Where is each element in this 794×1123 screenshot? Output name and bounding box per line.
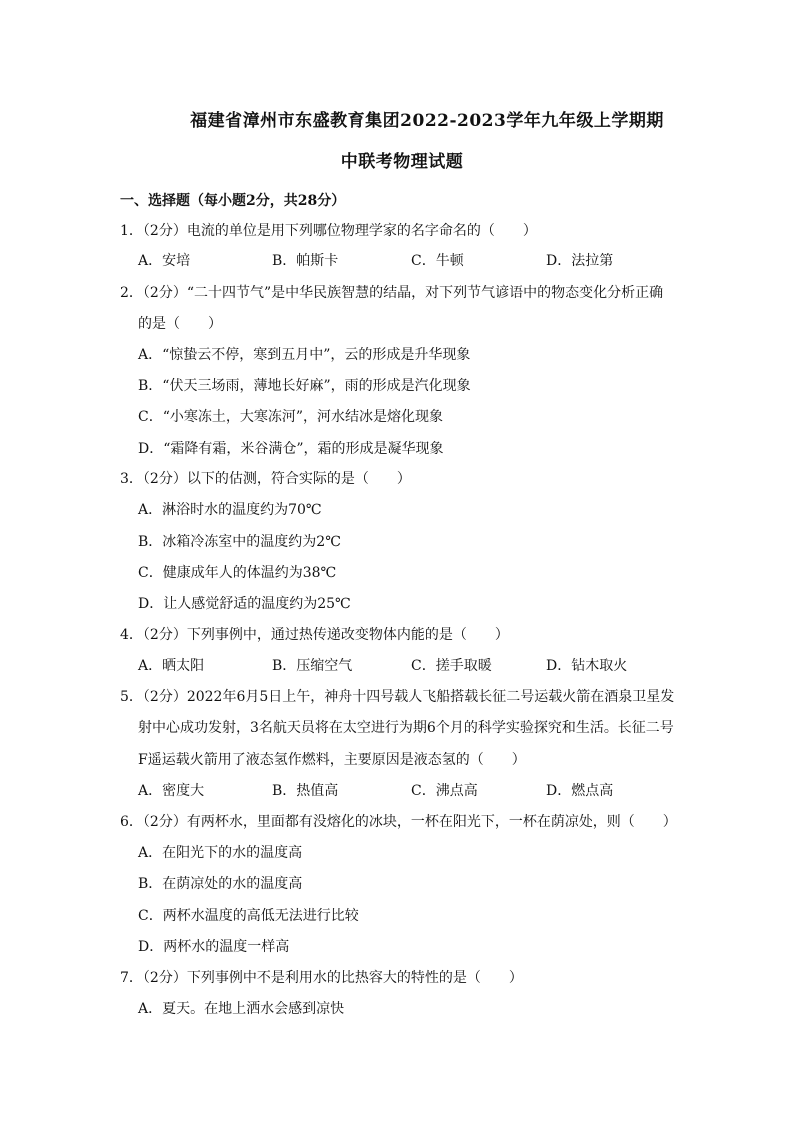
question-6-stem: 6．（2分）有两杯水，里面都有没熔化的冰块，一杯在阳光下，一杯在荫凉处，则（ ） [120, 814, 677, 830]
question-2-option-d: D．“霜降有霜，米谷满仓”，霜的形成是凝华现象 [138, 441, 444, 457]
question-2-stem-cont: 的是（ ） [138, 316, 222, 332]
question-4-stem: 4．（2分）下列事例中，通过热传递改变物体内能的是（ ） [120, 627, 509, 643]
question-1-option-a: A．安培 [138, 253, 191, 269]
question-1-option-b: B．帕斯卡 [272, 253, 339, 269]
question-3-option-b: B．冰箱冷冻室中的温度约为2℃ [138, 534, 341, 550]
question-5-option-c: C．沸点高 [411, 783, 478, 799]
question-7-stem: 7．（2分）下列事例中不是利用水的比热容大的特性的是（ ） [120, 970, 523, 986]
question-2-stem: 2．（2分）“二十四节气”是中华民族智慧的结晶，对下列节气谚语中的物态变化分析正确 [120, 285, 664, 301]
question-3-option-c: C．健康成年人的体温约为38℃ [138, 565, 337, 581]
section-heading: 一、选择题（每小题2分，共28分） [120, 193, 346, 209]
question-6-option-b: B．在荫凉处的水的温度高 [138, 876, 303, 892]
document-title-line2: 中联考物理试题 [340, 152, 464, 172]
question-1-option-c: C．牛顿 [411, 253, 464, 269]
question-5-stem-cont1: 射中心成功发射，3名航天员将在太空进行为期6个月的科学实验探究和生活。长征二号 [138, 720, 674, 736]
question-5-stem-cont2: F遥运载火箭用了液态氢作燃料，主要原因是液态氢的（ ） [138, 752, 526, 768]
question-3-option-d: D．让人感觉舒适的温度约为25℃ [138, 596, 351, 612]
question-6-option-a: A．在阳光下的水的温度高 [138, 845, 303, 861]
question-2-option-a: A．“惊蛰云不停，寒到五月中”，云的形成是升华现象 [138, 347, 471, 363]
question-2-option-b: B．“伏天三场雨，薄地长好麻”，雨的形成是汽化现象 [138, 378, 471, 394]
question-4-option-b: B．压缩空气 [272, 658, 353, 674]
question-1-stem: 1．（2分）电流的单位是用下列哪位物理学家的名字命名的（ ） [120, 223, 537, 239]
question-7-option-a: A．夏天。在地上洒水会感到凉快 [138, 1001, 345, 1017]
question-5-option-d: D．燃点高 [546, 783, 614, 799]
document-title-line1: 福建省漳州市东盛教育集团2022-2023学年九年级上学期期 [190, 111, 664, 131]
question-6-option-c: C．两杯水温度的高低无法进行比较 [138, 908, 359, 924]
question-5-stem: 5．（2分）2022年6月5日上午，神舟十四号载人飞船搭载长征二号运载火箭在酒泉卫星发 [120, 689, 675, 705]
question-4-option-a: A．晒太阳 [138, 658, 205, 674]
question-6-option-d: D．两杯水的温度一样高 [138, 939, 290, 955]
question-1-option-d: D．法拉第 [546, 253, 614, 269]
question-3-stem: 3．（2分）以下的估测，符合实际的是（ ） [120, 471, 411, 487]
question-4-option-d: D．钻木取火 [546, 658, 628, 674]
question-4-option-c: C．搓手取暖 [411, 658, 492, 674]
question-2-option-c: C．“小寒冻土，大寒冻河”，河水结冰是熔化现象 [138, 409, 444, 425]
question-5-option-a: A．密度大 [138, 783, 205, 799]
question-5-option-b: B．热值高 [272, 783, 339, 799]
question-3-option-a: A．淋浴时水的温度约为70℃ [138, 502, 322, 518]
